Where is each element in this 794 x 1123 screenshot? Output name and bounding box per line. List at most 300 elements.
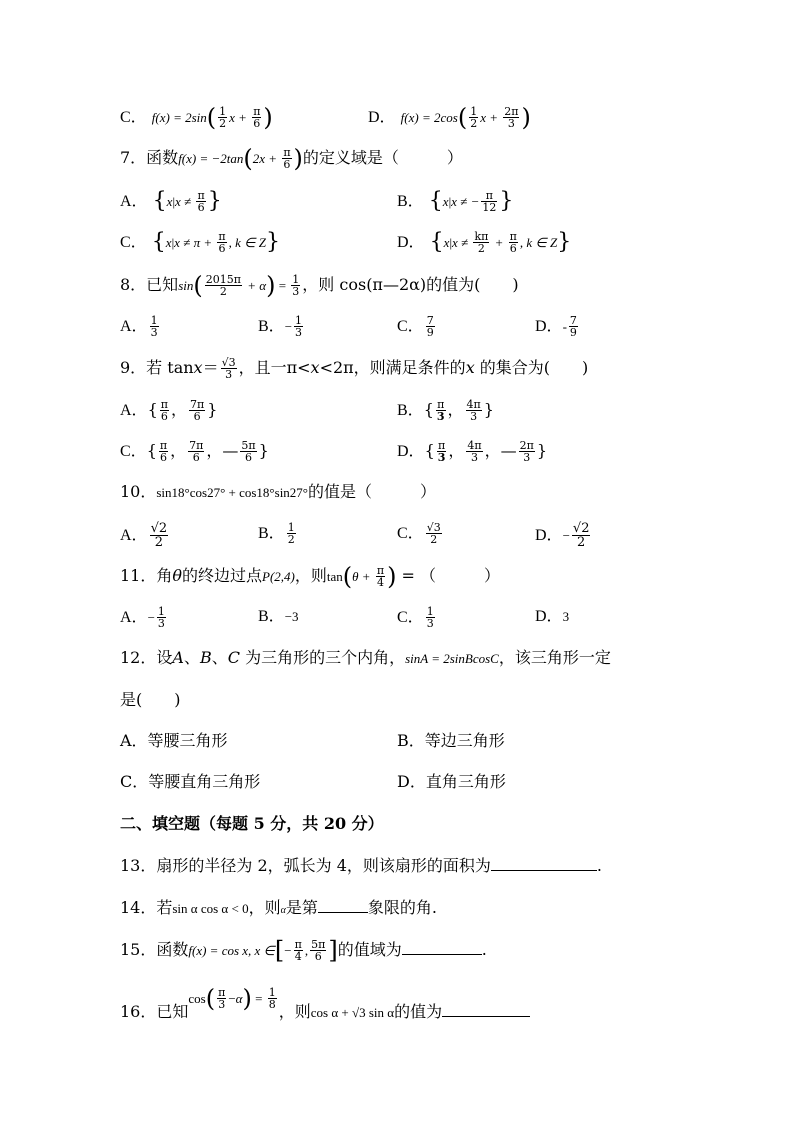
num: √3	[221, 356, 236, 369]
den: 3	[471, 451, 479, 464]
question-8-stem	[120, 271, 519, 300]
den: 9	[426, 326, 434, 339]
stem-text: 12．设	[120, 648, 173, 667]
fraction	[160, 399, 169, 422]
option-label: D．	[368, 109, 396, 126]
stem-text: ，则	[278, 1002, 311, 1021]
den: 2	[577, 535, 586, 550]
minus: -	[562, 319, 567, 334]
stem-text: ，则	[248, 898, 281, 917]
stem-text: 10．	[120, 482, 157, 501]
math-var: θ	[172, 566, 183, 585]
den: 12	[482, 201, 497, 214]
q7-option-a	[120, 190, 222, 213]
math-var: α	[235, 991, 243, 1006]
bracket: ]	[328, 936, 338, 965]
stem-text: 的值为	[394, 1002, 443, 1021]
fraction	[157, 606, 166, 629]
stem-text: 9．若 tan	[120, 358, 194, 377]
paren: )	[387, 562, 397, 591]
bar: |	[448, 194, 452, 209]
fraction	[240, 440, 256, 463]
brace: }	[536, 441, 548, 460]
stem-text: 13．扇形的半径为 2，弧长为 4，则该扇形的面积为	[120, 856, 491, 875]
num: 1	[157, 605, 165, 618]
den: 3	[523, 451, 531, 464]
option-label: B．	[258, 318, 285, 335]
question-15	[120, 936, 487, 965]
den: 2	[219, 285, 227, 298]
math-expr: x ≠ −	[451, 194, 480, 209]
question-12-stem	[120, 648, 611, 669]
stem-text: 的值是（ ）	[308, 482, 437, 501]
q12-option-c: C．等腰直角三角形	[120, 772, 261, 791]
fraction	[294, 939, 303, 962]
math-expr: x ≠	[175, 194, 195, 209]
math-expr: +	[491, 235, 507, 250]
math-expr: tan	[326, 569, 343, 584]
math-var: x	[193, 358, 203, 377]
num: 4π	[466, 398, 481, 411]
math-var: x	[165, 235, 172, 250]
paren: (	[193, 271, 203, 300]
question-12-stem-continued: 是( )	[120, 690, 181, 709]
minus: −	[562, 528, 570, 543]
option-value: −3	[284, 609, 299, 624]
math-var: α	[280, 905, 286, 916]
num: 1	[295, 314, 303, 327]
den: 3	[470, 410, 478, 423]
answer-blank[interactable]	[442, 1016, 530, 1017]
comma: ，	[170, 400, 187, 419]
math-expr: x ≠	[452, 235, 472, 250]
brace: }	[258, 441, 269, 460]
math-expr: cos α + √3 sin α	[310, 1005, 395, 1020]
math-expr: x +	[480, 110, 502, 125]
math-expr: , k ∈ Z	[519, 235, 558, 250]
q8-option-a	[120, 315, 161, 338]
q11-option-b	[258, 606, 299, 627]
stem-text: ，则 cos(π—2α)的值为( )	[302, 275, 519, 294]
math-var: C	[227, 648, 240, 667]
num: 7π	[190, 398, 205, 411]
stem-text: 14．若	[120, 898, 173, 917]
stem-text: .	[596, 856, 602, 875]
stem-text: 的终边过点	[182, 566, 263, 585]
num: 1	[219, 105, 227, 118]
num: π	[376, 564, 385, 577]
option-label: B．	[258, 608, 285, 625]
fraction	[150, 315, 159, 338]
den: 2	[287, 533, 295, 546]
option-label: A．	[120, 402, 148, 419]
bar: |	[171, 235, 175, 250]
option-label: C．	[120, 443, 147, 460]
math-expr: f(x) = −2tan	[178, 151, 244, 166]
den: 2	[154, 535, 163, 550]
option-label: D．	[397, 443, 425, 460]
math-expr: + α	[243, 278, 267, 293]
option-label: D．	[397, 234, 425, 251]
comma: ,	[304, 943, 309, 958]
question-9-stem	[120, 357, 588, 380]
math-var: x	[310, 358, 320, 377]
q12-option-b: B．等边三角形	[397, 731, 505, 750]
den: 6	[283, 158, 291, 171]
comma: ，	[447, 400, 464, 419]
raised-condition	[188, 984, 278, 1013]
den: 6	[509, 242, 517, 255]
num: π	[253, 105, 261, 118]
num: π	[509, 230, 517, 243]
brace: }	[207, 188, 222, 214]
comma: ，	[448, 441, 465, 460]
equals: =	[275, 278, 290, 293]
q7-option-c	[120, 231, 280, 254]
math-var: x	[443, 235, 450, 250]
math-expr: f(x) = 2sin	[151, 110, 207, 125]
fraction	[519, 440, 535, 463]
num: 2π	[504, 105, 519, 118]
fraction	[268, 987, 277, 1010]
num: 1	[150, 314, 158, 327]
q10-option-b	[258, 522, 298, 545]
stem-text: 为三角形的三个内角，	[239, 648, 406, 667]
option-label: C．	[397, 525, 424, 542]
fraction	[221, 357, 237, 380]
minus: —	[222, 441, 239, 460]
comma: ，	[170, 441, 187, 460]
num: π	[197, 189, 205, 202]
fraction	[426, 315, 435, 338]
answer-blank[interactable]	[318, 912, 368, 913]
num: 1	[426, 605, 434, 618]
num: π	[218, 986, 226, 999]
fraction	[509, 231, 518, 254]
q10-option-a	[120, 522, 170, 549]
stem-text: <2π，则满足条件的	[319, 358, 466, 377]
den: 3	[157, 617, 165, 630]
paren: (	[206, 103, 217, 132]
fraction	[426, 606, 435, 629]
den: 6	[253, 117, 261, 130]
den: 3	[426, 617, 434, 630]
minus: −	[284, 943, 292, 958]
den: 2	[430, 533, 438, 546]
option-label: B．	[258, 525, 285, 542]
section-heading: 二、填空题（每题 5 分，共 20 分）	[120, 814, 384, 833]
stem-text: 15．函数	[120, 940, 189, 959]
stem-text: 的集合为( )	[474, 358, 589, 377]
math-var: x	[166, 194, 173, 209]
den: 3	[436, 410, 445, 423]
fraction	[287, 522, 296, 545]
fraction	[217, 987, 226, 1010]
paren: (	[457, 103, 468, 132]
math-expr: x ≠ π +	[174, 235, 216, 250]
math-expr: cos	[188, 991, 206, 1006]
num: √3	[426, 521, 441, 534]
q11-option-d	[535, 606, 569, 627]
brace: }	[483, 400, 494, 419]
stem-text: ，则	[294, 566, 327, 585]
stem-text: 7．函数	[120, 148, 179, 167]
question-10-stem	[120, 482, 436, 503]
separator: 、	[183, 648, 200, 667]
fraction	[572, 522, 591, 549]
question-13	[120, 856, 602, 876]
fraction	[426, 522, 442, 545]
paren: (	[205, 984, 216, 1013]
bar: |	[449, 235, 453, 250]
den: 3	[507, 117, 515, 130]
q9-option-d	[397, 440, 547, 463]
bracket: [	[274, 936, 285, 965]
num: 7	[426, 314, 434, 327]
fraction	[569, 315, 578, 338]
fraction	[436, 399, 446, 422]
option-value: 3	[562, 609, 570, 624]
brace: }	[499, 188, 514, 214]
option-label: A．	[120, 318, 148, 335]
brace: {	[146, 441, 157, 460]
stem-text: 的值域为	[337, 940, 402, 959]
option-label: D．	[535, 527, 563, 544]
brace: {	[428, 188, 443, 214]
q9-option-b	[397, 399, 494, 422]
fraction	[252, 106, 261, 129]
q7-option-b	[397, 190, 513, 213]
den: 4	[376, 576, 384, 589]
den: 3	[437, 451, 446, 464]
bar: |	[172, 194, 176, 209]
sin-fn: sin	[178, 278, 194, 293]
minus: −	[147, 610, 155, 625]
den: 3	[150, 326, 158, 339]
option-label: C．	[397, 318, 424, 335]
math-expr: x +	[229, 110, 251, 125]
brace: }	[207, 400, 218, 419]
math-var: x	[442, 194, 449, 209]
option-label: A．	[120, 193, 148, 210]
fraction	[294, 315, 303, 338]
option-label: C．	[397, 609, 424, 626]
brace: {	[147, 400, 158, 419]
num: π	[437, 439, 446, 452]
fraction	[291, 274, 300, 297]
den: 6	[244, 451, 252, 464]
den: 2	[477, 242, 485, 255]
stem-text: 16．已知	[120, 1002, 189, 1021]
q10-option-c	[397, 522, 444, 545]
num: π	[218, 230, 226, 243]
q6-option-d	[368, 103, 531, 132]
option-label: A．	[120, 609, 148, 626]
num: π	[160, 398, 168, 411]
stem-text: ，该三角形一定	[498, 648, 611, 667]
math-expr: f(x) = 2cos	[400, 110, 458, 125]
fraction	[466, 399, 482, 422]
den: 3	[218, 998, 226, 1011]
separator: 、	[211, 648, 228, 667]
q12-option-d: D．直角三角形	[397, 772, 506, 791]
den: 3	[225, 368, 233, 381]
fraction	[217, 231, 226, 254]
brace: }	[557, 229, 572, 255]
stem-text: 的定义域是（ ）	[302, 148, 463, 167]
math-expr: , k ∈ Z	[228, 235, 266, 250]
q9-option-c	[120, 440, 269, 463]
paren: )	[293, 144, 303, 173]
den: 6	[197, 201, 205, 214]
answer-blank[interactable]	[402, 954, 482, 955]
option-label: C．	[120, 234, 147, 251]
den: 6	[160, 410, 168, 423]
num: √2	[572, 521, 590, 536]
q8-option-c	[397, 315, 437, 338]
fraction	[189, 399, 205, 422]
answer-blank[interactable]	[491, 870, 597, 871]
den: 3	[295, 326, 303, 339]
num: π	[437, 398, 445, 411]
fraction	[466, 440, 482, 463]
num: 1	[268, 986, 276, 999]
num: π	[159, 439, 168, 452]
den: 8	[268, 998, 276, 1011]
math-expr: 2x +	[252, 151, 281, 166]
den: 9	[569, 326, 577, 339]
num: 2015π	[205, 273, 241, 286]
fraction	[282, 147, 291, 170]
paren: (	[342, 562, 353, 591]
math-expr: f(x) = cos x, x ∈	[188, 943, 275, 958]
den: 6	[193, 410, 201, 423]
den: 6	[314, 950, 322, 963]
comma: ，	[484, 441, 501, 460]
q10-option-d	[535, 522, 592, 549]
math-expr: sinA = 2sinBcosC	[405, 651, 499, 666]
fraction	[205, 274, 242, 297]
stem-text: 11．角	[120, 566, 173, 585]
stem-text: ，且一π<	[238, 358, 311, 377]
den: 6	[218, 242, 226, 255]
q6-option-c	[120, 103, 273, 132]
math-expr: P(2,4)	[262, 569, 295, 584]
den: 6	[192, 451, 200, 464]
fraction	[469, 106, 478, 129]
minus: −	[284, 319, 293, 334]
num: 5π	[241, 439, 256, 452]
comma: ，	[206, 441, 223, 460]
paren: )	[242, 984, 252, 1013]
q9-option-a	[120, 399, 217, 422]
minus: —	[500, 441, 517, 460]
fraction	[481, 190, 497, 213]
stem-text: = （ ）	[396, 566, 501, 585]
num: π	[283, 146, 291, 159]
den: 2	[219, 117, 227, 130]
q7-option-d	[397, 231, 571, 254]
brace: {	[151, 229, 166, 255]
num: 5π	[311, 938, 326, 951]
option-label: D．	[535, 608, 563, 625]
fraction	[473, 231, 489, 254]
math-expr: sin α cos α < 0	[172, 901, 249, 916]
fraction	[437, 440, 447, 463]
option-label: B．	[397, 402, 424, 419]
q8-option-d	[535, 315, 580, 338]
minus: −	[228, 991, 236, 1006]
stem-text: 8．已知	[120, 275, 179, 294]
num: 7	[569, 314, 577, 327]
equals: ＝	[202, 358, 219, 377]
question-7-stem	[120, 144, 463, 173]
brace: {	[424, 441, 435, 460]
stem-text: 是第	[285, 898, 318, 917]
num: kπ	[474, 230, 489, 243]
paren: )	[266, 271, 276, 300]
option-label: B．	[397, 193, 424, 210]
num: 4π	[467, 439, 482, 452]
fraction	[188, 440, 204, 463]
stem-text: .	[481, 940, 487, 959]
den: 2	[470, 117, 478, 130]
brace: {	[429, 229, 444, 255]
brace: {	[152, 188, 167, 214]
paren: )	[263, 103, 273, 132]
option-label: D．	[535, 318, 563, 335]
paren: )	[521, 103, 531, 132]
fraction	[218, 106, 227, 129]
question-16	[120, 984, 530, 1024]
num: π	[481, 190, 497, 202]
num: π	[294, 938, 302, 951]
math-expr: θ +	[352, 569, 374, 584]
fraction	[150, 522, 169, 549]
fraction	[503, 106, 519, 129]
math-expr: sin18°cos27° + cos18°sin27°	[156, 485, 309, 500]
num: 7π	[189, 439, 204, 452]
stem-text: 象限的角.	[367, 898, 437, 917]
q11-option-a	[120, 606, 168, 629]
den: 3	[292, 285, 300, 298]
brace: }	[265, 229, 280, 255]
fraction	[196, 190, 205, 213]
question-14	[120, 898, 437, 921]
fraction	[376, 565, 385, 588]
q11-option-c	[397, 606, 437, 629]
math-var: B	[199, 648, 212, 667]
option-label: A．	[120, 527, 148, 544]
num: 2π	[519, 439, 534, 452]
q8-option-b	[258, 315, 305, 338]
option-label: C．	[120, 109, 147, 126]
math-var: A	[172, 648, 184, 667]
fraction	[159, 440, 168, 463]
math-var: x	[465, 358, 475, 377]
q12-option-a: A．等腰三角形	[120, 731, 228, 750]
num: √2	[150, 521, 168, 536]
num: 1	[287, 521, 295, 534]
paren: (	[243, 144, 253, 173]
question-11-stem	[120, 562, 501, 591]
num: 1	[470, 105, 478, 118]
den: 4	[294, 950, 302, 963]
den: 6	[159, 451, 167, 464]
brace: {	[423, 400, 434, 419]
fraction	[310, 939, 326, 962]
num: 1	[292, 273, 300, 286]
